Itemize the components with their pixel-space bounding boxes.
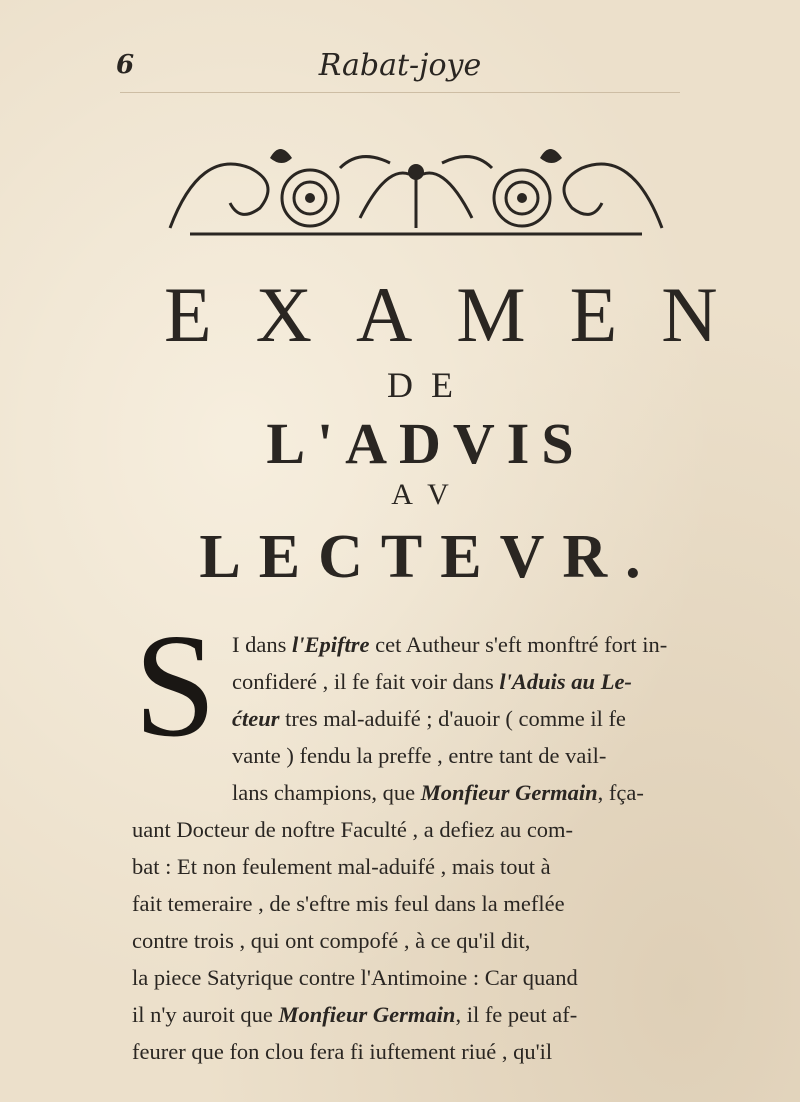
text-line: bat : Et non feulement mal-aduifé , mais tout à (132, 854, 551, 879)
headpiece-ornament (160, 128, 672, 244)
text-line: vante ) fendu la preffe , entre tant de vail- (232, 743, 607, 768)
text-line: confideré , il fe fait voir dans l'Aduis au Le- (232, 669, 632, 694)
text-line: I dans l'Epiftre cet Autheur s'eft monftré fort in- (232, 632, 668, 657)
text-line: lans champions, que Monfieur Germain, fça- (232, 780, 644, 805)
title-lecteur: LECTEVR. (199, 523, 659, 591)
dropcap-letter: S (134, 604, 217, 768)
text-line: contre trois , qui ont compofé , à ce qu'il dit, (132, 928, 531, 953)
text-line: il n'y auroit que Monfieur Germain, il fe peut af- (132, 1002, 578, 1027)
text-line: uant Docteur de noftre Faculté , a defiez au com- (132, 817, 574, 842)
dropcap-frame (134, 604, 226, 768)
text-line: la piece Satyrique contre l'Antimoine : Car quand (132, 965, 578, 990)
text-line: fait temeraire , de s'eftre mis feul dans la meflée (132, 891, 565, 916)
title-advis: L'ADVIS (266, 411, 586, 476)
text-line: feurer que fon clou fera fi iuftement riué , qu'il (132, 1039, 553, 1064)
page-number: 6 (116, 50, 135, 80)
running-title: Rabat-joye (318, 48, 482, 83)
text-line: ćteur tres mal-aduifé ; d'auoir ( comme il fe (232, 706, 626, 731)
header-rule (120, 92, 680, 93)
title-examen: EXAMEN (164, 271, 762, 358)
title-de: DE (387, 365, 471, 405)
title-av: AV (391, 478, 467, 511)
